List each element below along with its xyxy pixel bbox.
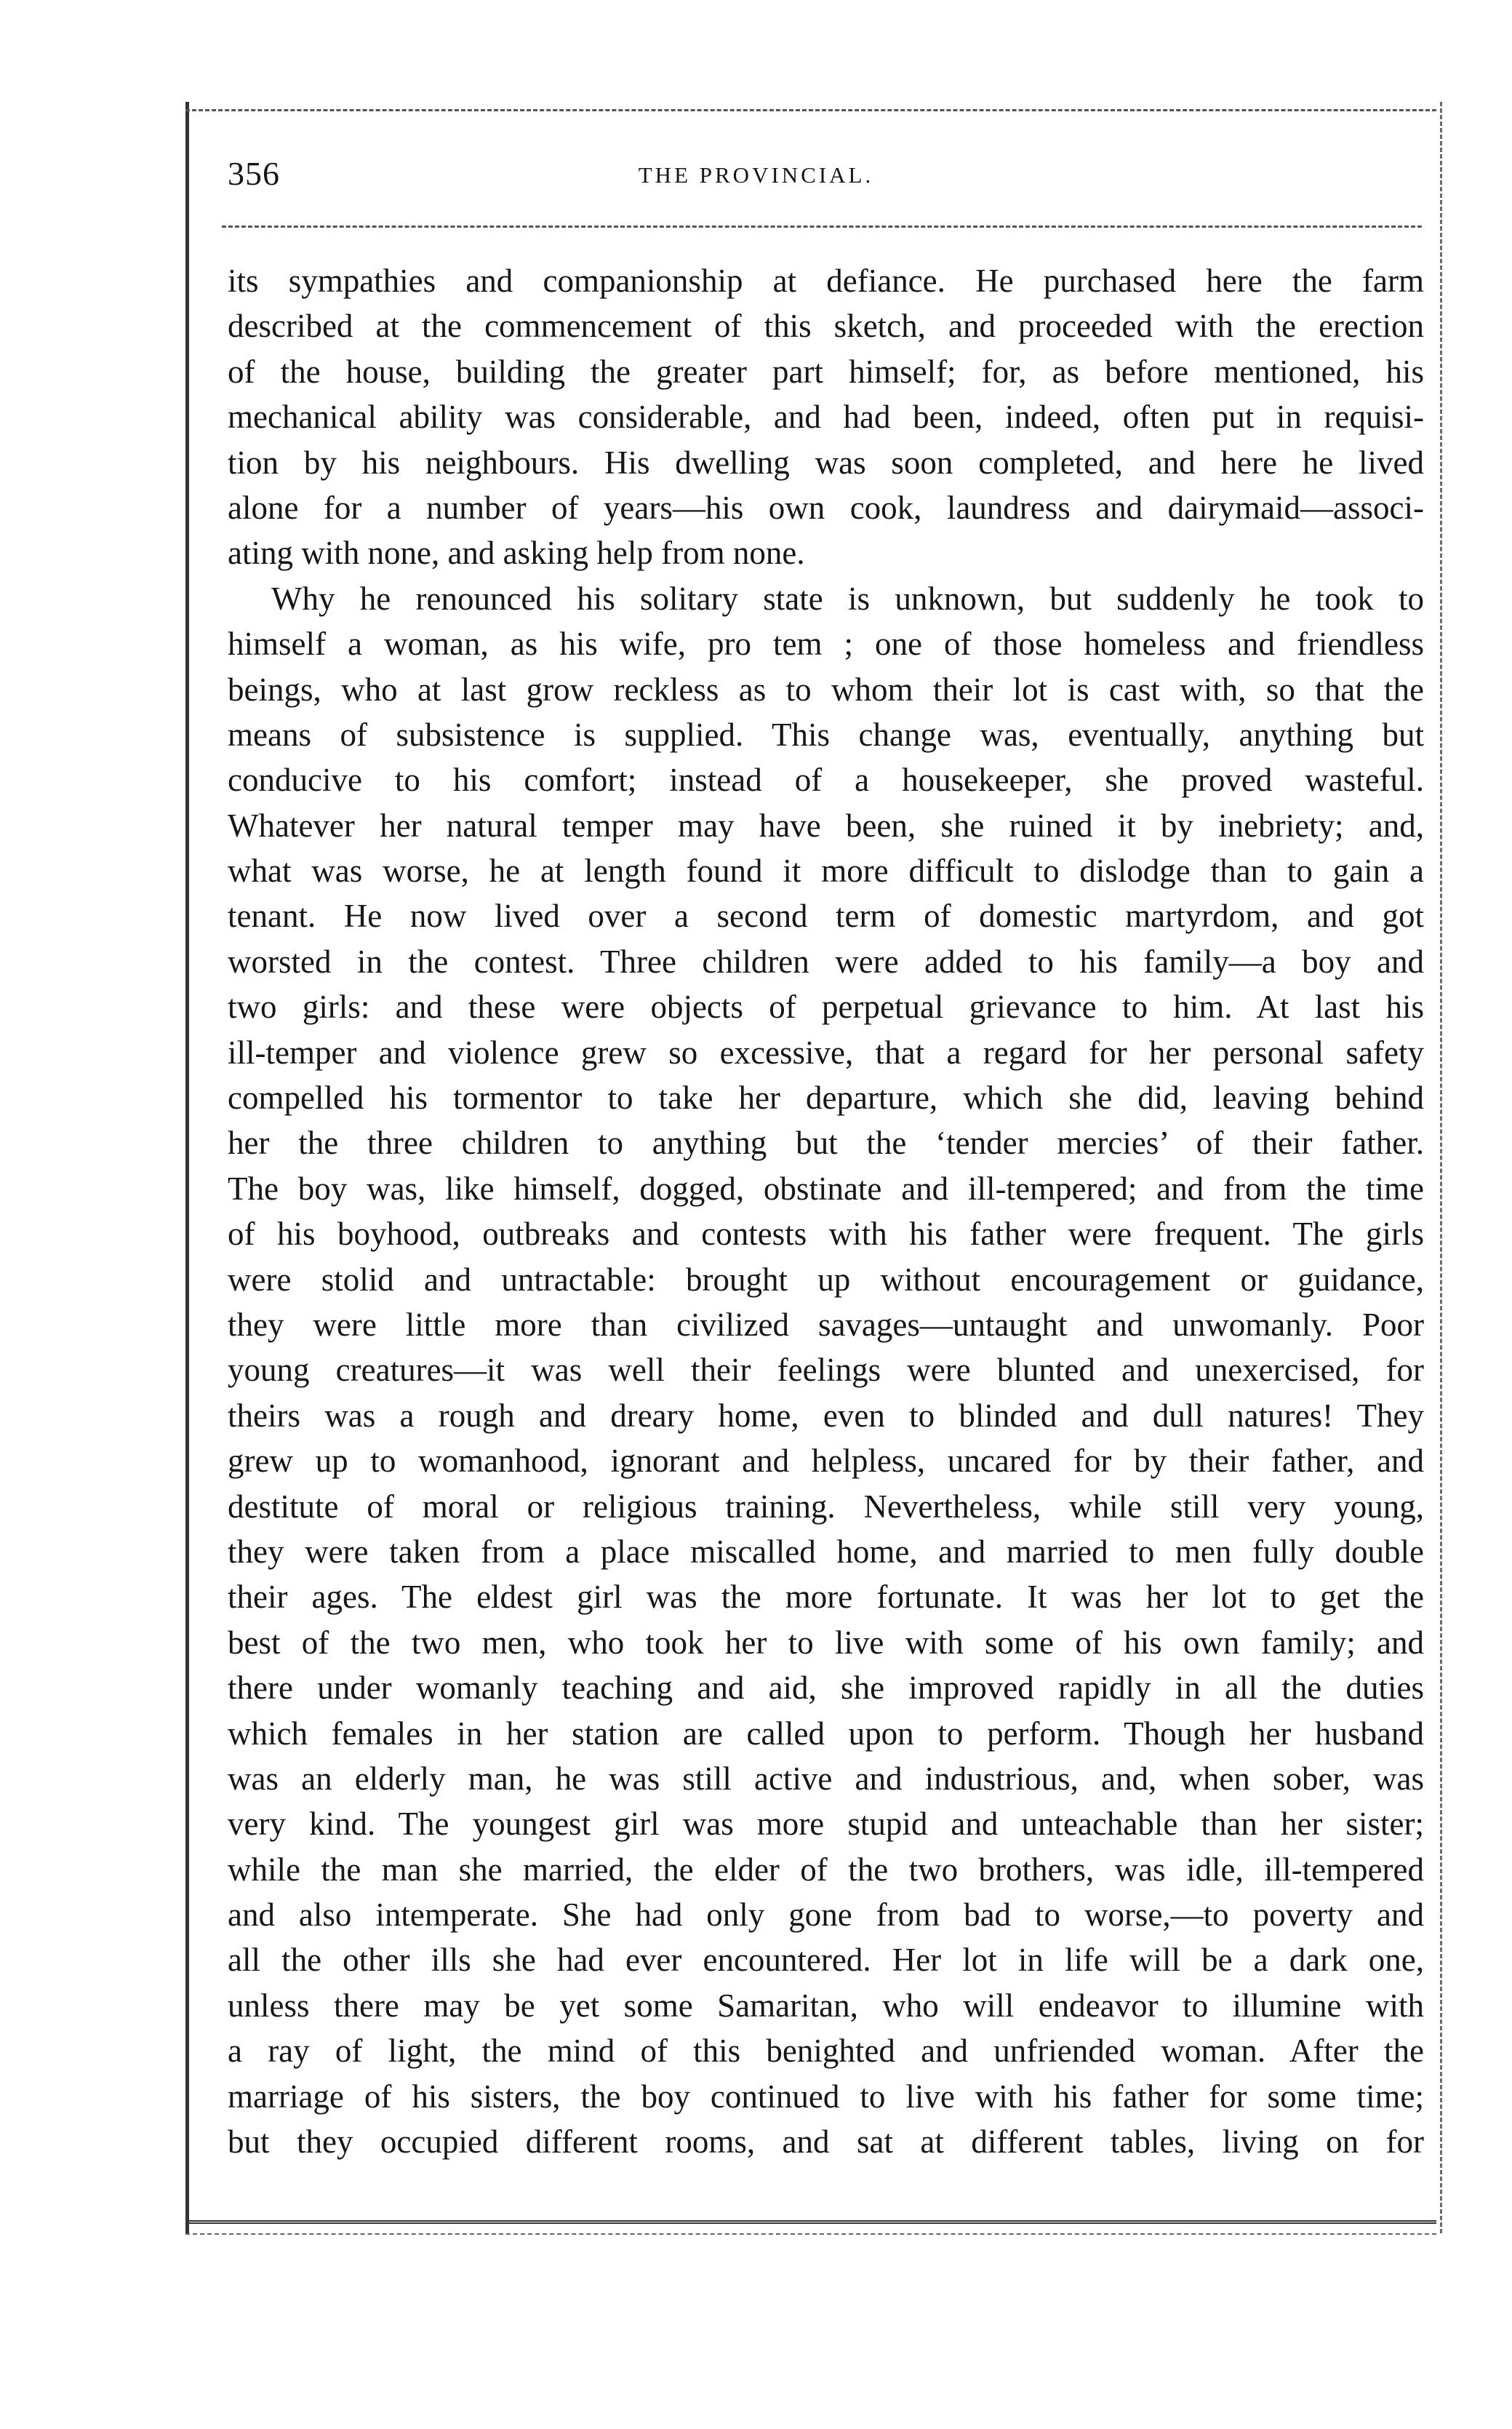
text-line: ill-temper and violence grew so excessive, that a regard for her personal safety: [228, 1034, 1424, 1071]
text-line: were stolid and untractable: brought up without encouragement or guidance,: [228, 1261, 1424, 1298]
text-line: alone for a number of years—his own cook, laundress and dairymaid—associ-: [228, 489, 1424, 526]
text-line: which females in her station are called upon to perform. Though her husband: [228, 1715, 1424, 1752]
top-border-rule: [185, 109, 1436, 111]
text-line: her the three children to anything but the ‘tender mercies’ of their father.: [228, 1125, 1424, 1162]
text-line: described at the commencement of this sketch, and proceeded with the erection: [228, 308, 1424, 345]
text-line: a ray of light, the mind of this benighted and unfriended woman. After the: [228, 2033, 1424, 2070]
text-line: ating with none, and asking help from none.: [228, 535, 805, 572]
text-line: was an elderly man, he was still active and industrious, and, when sober, was: [228, 1760, 1424, 1797]
text-line: tion by his neighbours. His dwelling was soon completed, and here he lived: [228, 444, 1424, 481]
text-line: marriage of his sisters, the boy continued to live with his father for some time;: [228, 2078, 1424, 2115]
text-line: grew up to womanhood, ignorant and helpless, uncared for by their father, and: [228, 1443, 1424, 1480]
text-line: their ages. The eldest girl was the more fortunate. It was her lot to get the: [228, 1579, 1424, 1616]
text-line: while the man she married, the elder of the two brothers, was idle, ill-tempered: [228, 1851, 1424, 1888]
header-rule: [222, 226, 1422, 228]
text-line: there under womanly teaching and aid, she improved rapidly in all the duties: [228, 1670, 1424, 1707]
text-line: worsted in the contest. Three children were added to his family—a boy and: [228, 943, 1424, 980]
text-line: they were little more than civilized savages—untaught and unwomanly. Poor: [228, 1306, 1424, 1343]
text-line: himself a woman, as his wife, pro tem ; one of those homeless and friendless: [228, 626, 1424, 663]
text-line: means of subsistence is supplied. This change was, eventually, anything but: [228, 716, 1424, 753]
text-line: Whatever her natural temper may have been, she ruined it by inebriety; and,: [228, 807, 1424, 844]
running-head: THE PROVINCIAL.: [638, 162, 874, 188]
text-line: but they occupied different rooms, and sat at different tables, living on for: [228, 2123, 1424, 2161]
text-line: two girls: and these were objects of perpetual grievance to him. At last his: [228, 989, 1424, 1026]
text-line: very kind. The youngest girl was more stupid and unteachable than her sister;: [228, 1806, 1424, 1843]
text-line: mechanical ability was considerable, and had been, indeed, often put in requisi-: [228, 399, 1424, 436]
text-line: and also intemperate. She had only gone from bad to worse,—to poverty and: [228, 1896, 1424, 1934]
text-line: destitute of moral or religious training. Nevertheless, while still very young,: [228, 1488, 1424, 1525]
text-line: conducive to his comfort; instead of a housekeeper, she proved wasteful.: [228, 762, 1424, 799]
text-line: of his boyhood, outbreaks and contests with his father were frequent. The girls: [228, 1216, 1424, 1253]
text-line: what was worse, he at length found it more difficult to dislodge than to gain a: [228, 853, 1424, 890]
text-line: unless there may be yet some Samaritan, who will endeavor to illumine with: [228, 1987, 1424, 2024]
text-line: The boy was, like himself, dogged, obstinate and ill-tempered; and from the time: [228, 1170, 1424, 1207]
bottom-border-rule-outer: [185, 2233, 1436, 2235]
text-line: Why he renounced his solitary state is unknown, but suddenly he took to: [271, 580, 1424, 617]
body-text: [228, 258, 1424, 2164]
bottom-border-rule: [185, 2220, 1436, 2224]
text-line: compelled his tormentor to take her departure, which she did, leaving behind: [228, 1080, 1424, 1117]
text-line: its sympathies and companionship at defiance. He purchased here the farm: [228, 263, 1424, 299]
text-line: best of the two men, who took her to live with some of his own family; and: [228, 1624, 1424, 1661]
text-line: of the house, building the greater part himself; for, as before mentioned, his: [228, 353, 1424, 390]
text-line: young creatures—it was well their feelings were blunted and unexercised, for: [228, 1352, 1424, 1389]
text-line: theirs was a rough and dreary home, even to blinded and dull natures! They: [228, 1397, 1424, 1434]
text-line: they were taken from a place miscalled home, and married to men fully double: [228, 1533, 1424, 1570]
text-line: beings, who at last grow reckless as to whom their lot is cast with, so that the: [228, 671, 1424, 708]
page-number: 356: [228, 155, 280, 192]
text-line: tenant. He now lived over a second term of domestic martyrdom, and got: [228, 898, 1424, 935]
text-line: all the other ills she had ever encountered. Her lot in life will be a dark one,: [228, 1942, 1424, 1979]
